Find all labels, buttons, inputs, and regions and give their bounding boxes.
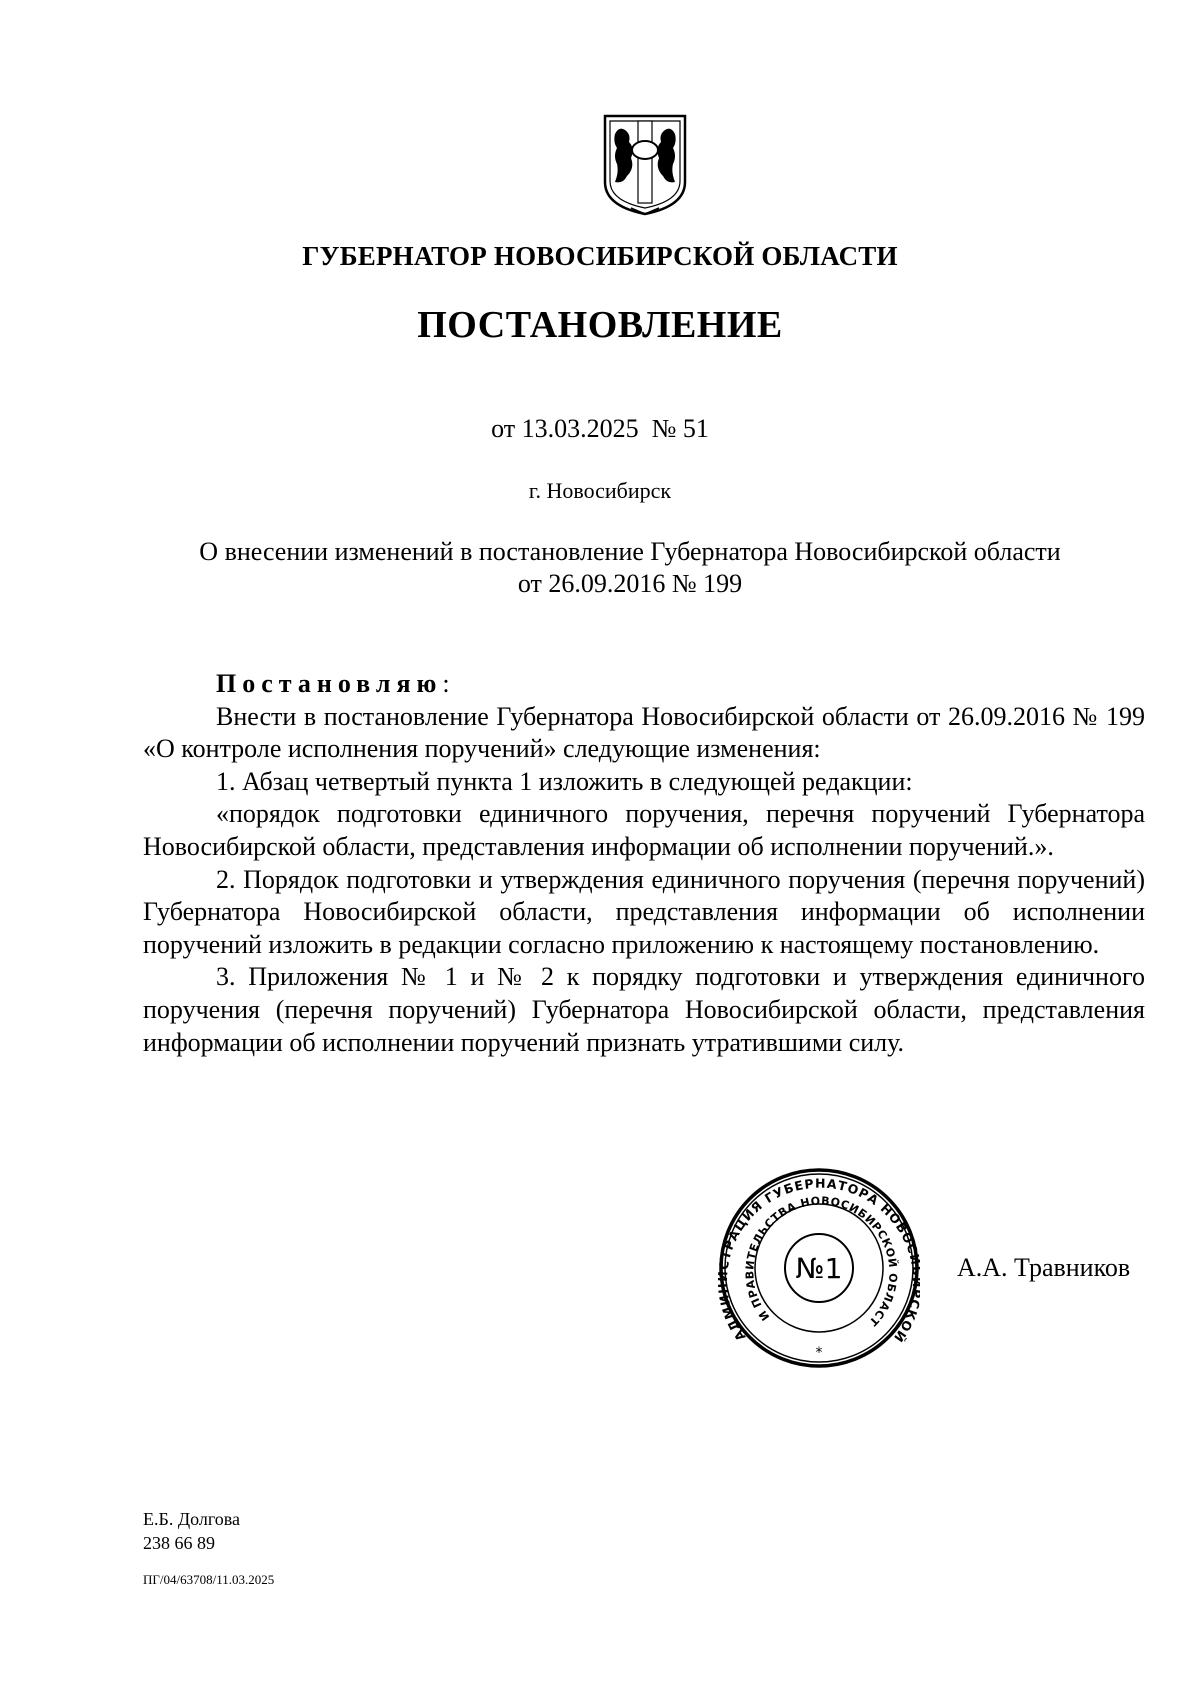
issuer-heading: ГУБЕРНАТОР НОВОСИБИРСКОЙ ОБЛАСТИ	[302, 241, 898, 271]
executor-name: Е.Б. Долгова	[143, 1509, 241, 1529]
executor-block	[143, 1507, 240, 1555]
body-paragraph-4: 2. Порядок подготовки и утверждения единичного поручения (перечня поручений) Губернатора Новосибирской области, представления информации об исполнении поручений изложить в редакции согласно приложению к настоящему постановлению.	[143, 864, 1145, 959]
body-paragraph-1: Внести в постановление Губернатора Новосибирской области от 26.09.2016 № 199 «О контроле исполнения поручений» следующие изменения:	[143, 701, 1145, 764]
body-paragraph-2: 1. Абзац четвертый пункта 1 изложить в следующей редакции:	[216, 766, 913, 796]
document-title-line-2: от 26.09.2016 № 199	[517, 569, 743, 598]
seal-center-number: №1	[795, 1252, 843, 1285]
document-body	[143, 668, 1145, 1059]
executor-phone: 238 66 89	[143, 1533, 215, 1553]
official-seal-stamp	[718, 1167, 920, 1369]
decree-word	[143, 668, 1145, 701]
document-type-heading: ПОСТАНОВЛЕНИЕ	[417, 304, 783, 346]
document-date-number: от 13.03.2025 № 51	[491, 414, 709, 443]
seal-inner-text: И ПРАВИТЕЛЬСТВА НОВОСИБИРСКОЙ ОБЛАСТ	[743, 1194, 900, 1329]
body-paragraph-3: «порядок подготовки единичного поручения, перечня поручений Губернатора Новосибирской области, представления информации об исполнении поручений.».	[143, 799, 1145, 861]
signer-name: А.А. Травников	[957, 1253, 1131, 1282]
seal-star: *	[815, 1345, 823, 1361]
document-title	[140, 536, 1120, 600]
document-title-line-1: О внесении изменений в постановление Губернатора Новосибирской области	[199, 537, 1061, 566]
seal-outer-text: АДМ ТРАЦИЯ ГУБЕРНАТОРА НОВОС КОЙ	[718, 1175, 920, 1346]
document-city: г. Новосибирск	[528, 478, 672, 503]
decree-word-text: Постановляю	[216, 669, 443, 698]
coat-of-arms-icon	[601, 112, 689, 217]
document-registration-code: ПГ/04/63708/11.03.2025	[143, 1572, 275, 1587]
decree-colon: :	[442, 669, 450, 698]
body-paragraph-5: 3. Приложения № 1 и № 2 к порядку подготовки и утверждения единичного поручения (перечня поручений) Губернатора Новосибирской области, представления информации об исполнении поручений признать утратившими силу.	[143, 962, 1145, 1057]
